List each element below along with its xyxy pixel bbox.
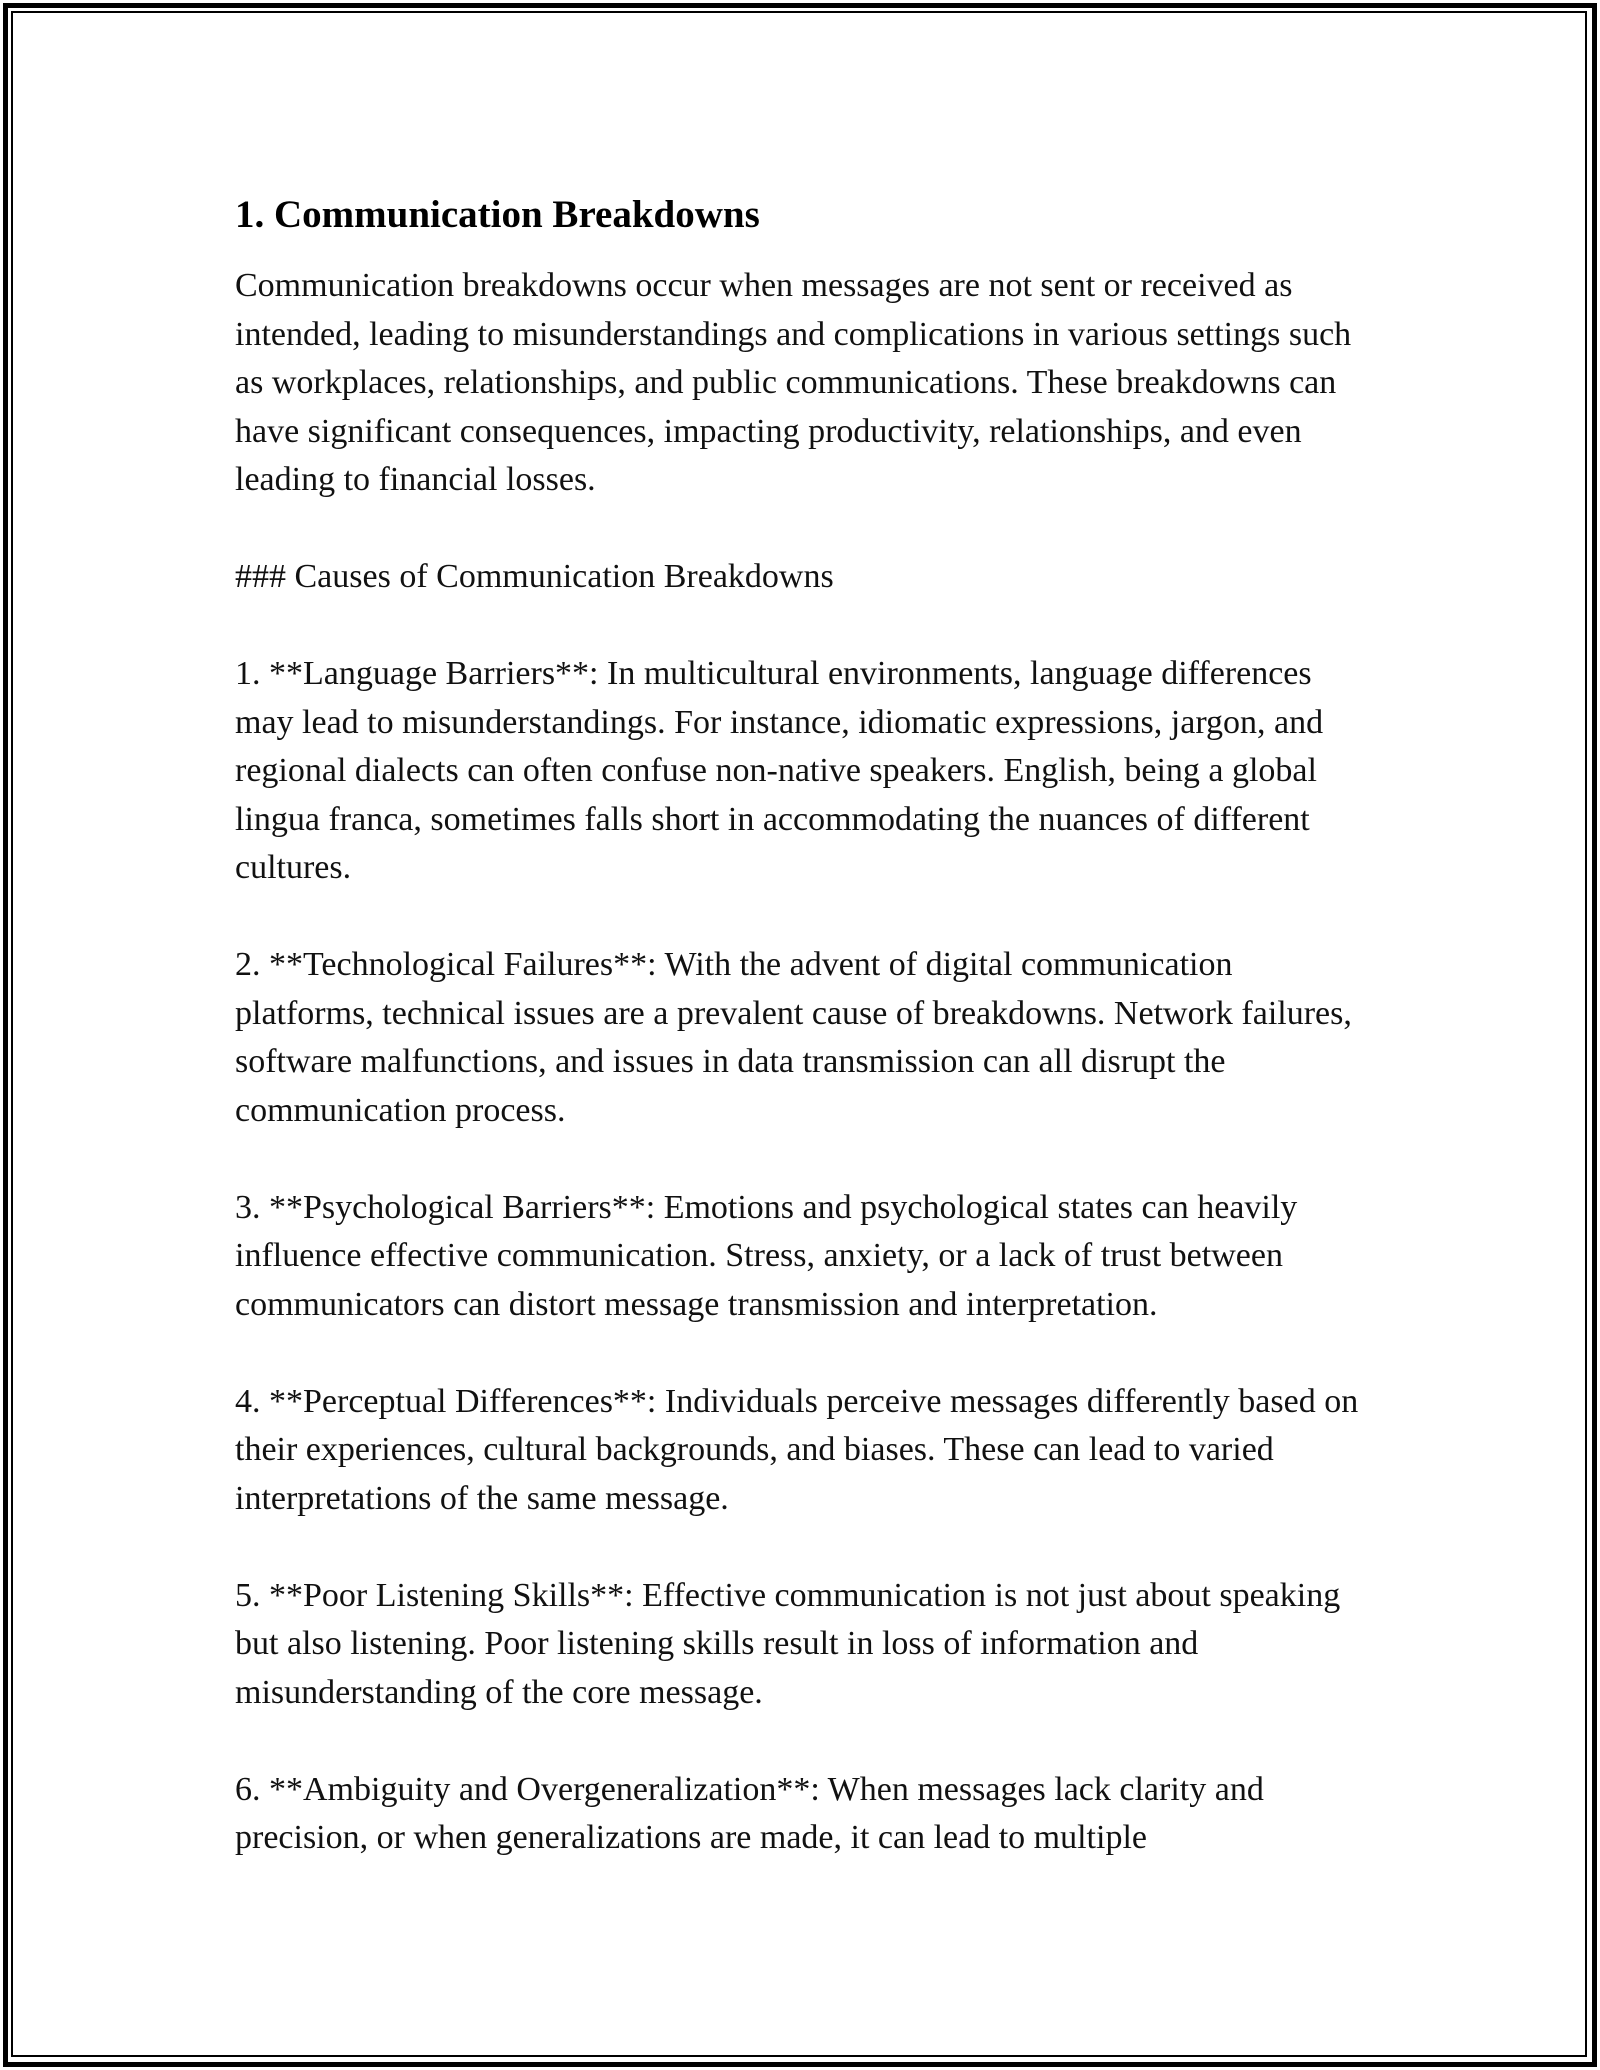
cause-item-5: 5. **Poor Listening Skills**: Effective communication is not just about speaking but also listening. Poor listening skills result in loss of information and misunderstanding of the core message. [235,1576,1341,1711]
section-heading: 1. Communication Breakdowns [235,193,760,236]
cause-item-4: 4. **Perceptual Differences**: Individuals perceive messages differently based on their experiences, cultural backgrounds, and biases. These can lead to varied interpretations of the same message. [235,1382,1359,1517]
cause-item-1: 1. **Language Barriers**: In multicultural environments, language differences may lead to misunderstandings. For instance, idiomatic expressions, jargon, and regional dialects can often confuse non-native speakers. English, being a global lingua franca, sometimes falls short in accommodating the nuances of different cultures. [235,655,1324,886]
intro-paragraph: Communication breakdowns occur when messages are not sent or received as intended, leading to misunderstandings and complications in various settings such as workplaces, relationships, and public communications. These breakdowns can have significant consequences, impacting productivity, relationships, and even leading to financial losses. [235,267,1352,498]
cause-item-3: 3. **Psychological Barriers**: Emotions and psychological states can heavily influence effective communication. Stress, anxiety, or a lack of trust between communicators can distort message transmission and interpretation. [235,1188,1298,1323]
cause-item-6: 6. **Ambiguity and Overgeneralization**: When messages lack clarity and precision, or when generalizations are made, it can lead to multiple [235,1770,1264,1856]
document-body [235,188,1365,1863]
cause-item-2: 2. **Technological Failures**: With the advent of digital communication platforms, technical issues are a prevalent cause of breakdowns. Network failures, software malfunctions, and issues in data transmission can all disrupt the communication process. [235,946,1352,1129]
subheading: ### Causes of Communication Breakdowns [235,558,834,595]
